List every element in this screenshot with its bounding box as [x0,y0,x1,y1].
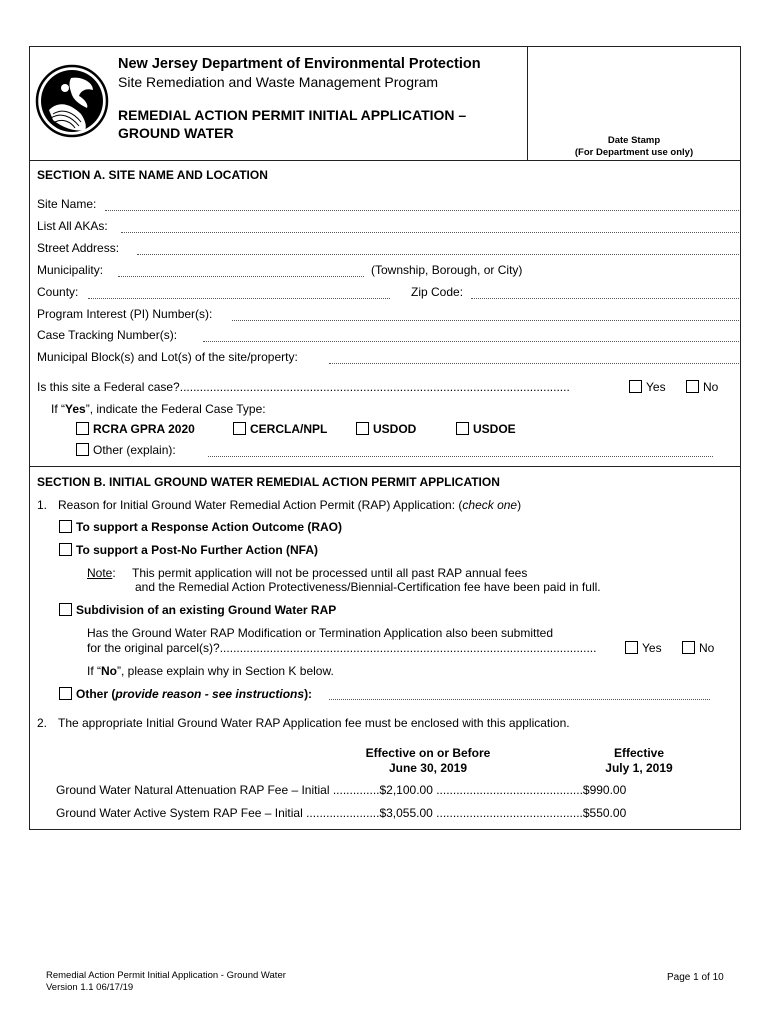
if-no-post: ”, please explain why in Section K below. [117,664,334,678]
subdiv-yes-label: Yes [642,641,662,655]
federal-case-question: Is this site a Federal case?..................................................................................................................... [37,380,570,394]
municipality-note: (Township, Borough, or City) [371,263,523,277]
nfa-checkbox[interactable] [59,543,72,556]
other-reason-option[interactable] [59,687,312,701]
program-name: Site Remediation and Waste Management Program [118,74,439,90]
akas-label: List All AKAs: [37,219,108,233]
block-lot-label: Municipal Block(s) and Lot(s) of the site/property: [37,350,298,364]
street-address-label: Street Address: [37,241,120,255]
subdivision-question-line1: Has the Ground Water RAP Modification or Termination Application also been submitted [87,626,554,640]
federal-yes-label: Yes [646,380,666,394]
q1-text-main: Reason for Initial Ground Water Remedial Action Permit (RAP) Application: ( [58,498,463,512]
col1-line2: June 30, 2019 [388,761,468,775]
rcra-option[interactable] [76,422,195,436]
other-reason-checkbox[interactable] [59,687,72,700]
fee-row-natural-attenuation: Ground Water Natural Attenuation RAP Fee – Initial ..............$2,100.00 ............................................$990.00 [56,783,627,797]
if-no-instruction [87,664,334,678]
nfa-option[interactable] [59,543,318,557]
njdep-logo-icon [35,64,109,138]
zip-code-label: Zip Code: [411,285,464,299]
federal-no-option[interactable] [686,380,718,394]
other-reason-post: ): [304,687,313,701]
usdoe-checkbox[interactable] [456,422,469,435]
section-b-title: SECTION B. INITIAL GROUND WATER REMEDIAL ACTION PERMIT APPLICATION [37,475,500,489]
usdod-label: USDOD [373,422,417,436]
col2-line2: July 1, 2019 [605,761,673,775]
subdiv-yes-checkbox[interactable] [625,641,638,654]
col1-line1: Effective on or Before [365,746,491,760]
other-reason-pre: Other ( [76,687,116,701]
agency-name: New Jersey Department of Environmental Protection [118,56,481,72]
cercla-checkbox[interactable] [233,422,246,435]
if-yes-post: ”, indicate the Federal Case Type: [85,402,266,416]
usdoe-option[interactable] [456,422,516,436]
date-stamp-title: Date Stamp [607,135,661,146]
if-yes-word: Yes [65,402,86,416]
note-word: Note [87,566,113,580]
form-frame [29,46,741,830]
form-header [30,47,740,161]
section-a-title: SECTION A. SITE NAME AND LOCATION [37,168,268,182]
if-yes-pre: If “ [51,402,65,416]
q1-number: 1. [37,498,48,512]
other-reason-ital: provide reason - see instructions [115,687,305,701]
section-divider [30,466,740,467]
date-stamp-note: (For Department use only) [574,147,694,158]
county-field[interactable] [88,298,390,299]
other-federal-option[interactable] [76,443,176,457]
rao-checkbox[interactable] [59,520,72,533]
subdivision-question-line2: for the original parcel(s)?................................................................................................................. [87,641,597,655]
other-federal-field[interactable] [208,456,713,457]
subdivision-label: Subdivision of an existing Ground Water RAP [76,603,337,617]
col2-line1: Effective [613,746,665,760]
if-no-word: No [101,664,117,678]
footer-doc-info [46,970,286,994]
rcra-label: RCRA GPRA 2020 [93,422,195,436]
footer-doc-name: Remedial Action Permit Initial Application - Ground Water [46,970,286,981]
subdiv-no-checkbox[interactable] [682,641,695,654]
municipality-label: Municipality: [37,263,104,277]
q1-text [58,498,521,512]
zip-code-field[interactable] [471,298,739,299]
usdod-checkbox[interactable] [356,422,369,435]
nfa-label: To support a Post-No Further Action (NFA) [76,543,318,557]
federal-type-prompt [51,402,266,416]
federal-no-label: No [703,380,719,394]
subdiv-no-label: No [699,641,715,655]
form-title-line1: REMEDIAL ACTION PERMIT INITIAL APPLICATION – [118,107,467,123]
subdiv-no-option[interactable] [682,641,714,655]
cercla-label: CERCLA/NPL [250,422,328,436]
pi-number-label: Program Interest (PI) Number(s): [37,307,213,321]
date-stamp-box [527,47,740,160]
block-lot-field[interactable] [329,363,739,364]
q1-close: ) [517,498,522,512]
federal-yes-checkbox[interactable] [629,380,642,393]
case-tracking-label: Case Tracking Number(s): [37,328,178,342]
rao-option[interactable] [59,520,342,534]
other-reason-field[interactable] [329,699,710,700]
federal-no-checkbox[interactable] [686,380,699,393]
cercla-option[interactable] [233,422,327,436]
footer-version: Version 1.1 06/17/19 [46,982,134,993]
street-address-field[interactable] [137,254,739,255]
q1-check-one: check one [462,498,518,512]
fee-column-1-header [346,746,510,776]
note-line1: This permit application will not be processed until all past RAP annual fees [132,566,528,580]
usdoe-label: USDOE [473,422,516,436]
if-no-pre: If “ [87,664,101,678]
municipality-field[interactable] [118,276,364,277]
subdivision-checkbox[interactable] [59,603,72,616]
other-federal-checkbox[interactable] [76,443,89,456]
subdiv-yes-option[interactable] [625,641,662,655]
akas-field[interactable] [121,232,739,233]
note-line2: and the Remedial Action Protectiveness/Biennial-Certification fee have been paid in full. [135,580,601,594]
case-tracking-field[interactable] [203,341,739,342]
page-number: Page 1 of 10 [667,972,724,983]
note-colon: : [112,566,116,580]
subdivision-option[interactable] [59,603,336,617]
rcra-checkbox[interactable] [76,422,89,435]
county-label: County: [37,285,79,299]
form-title-line2: GROUND WATER [118,125,234,141]
fee-row-active-system: Ground Water Active System RAP Fee – Initial ......................$3,055.00 ............................................$550.00 [56,806,627,820]
rao-label: To support a Response Action Outcome (RAO) [76,520,343,534]
fee-column-2-header [586,746,692,776]
note-label [87,566,116,580]
q2-number: 2. [37,716,48,730]
site-name-field[interactable] [105,210,739,211]
date-stamp-label [528,135,740,159]
pi-number-field[interactable] [232,320,739,321]
federal-yes-option[interactable] [629,380,666,394]
other-federal-label: Other (explain): [93,443,176,457]
q2-text: The appropriate Initial Ground Water RAP Application fee must be enclosed with this application. [58,716,570,730]
site-name-label: Site Name: [37,197,97,211]
usdod-option[interactable] [356,422,416,436]
